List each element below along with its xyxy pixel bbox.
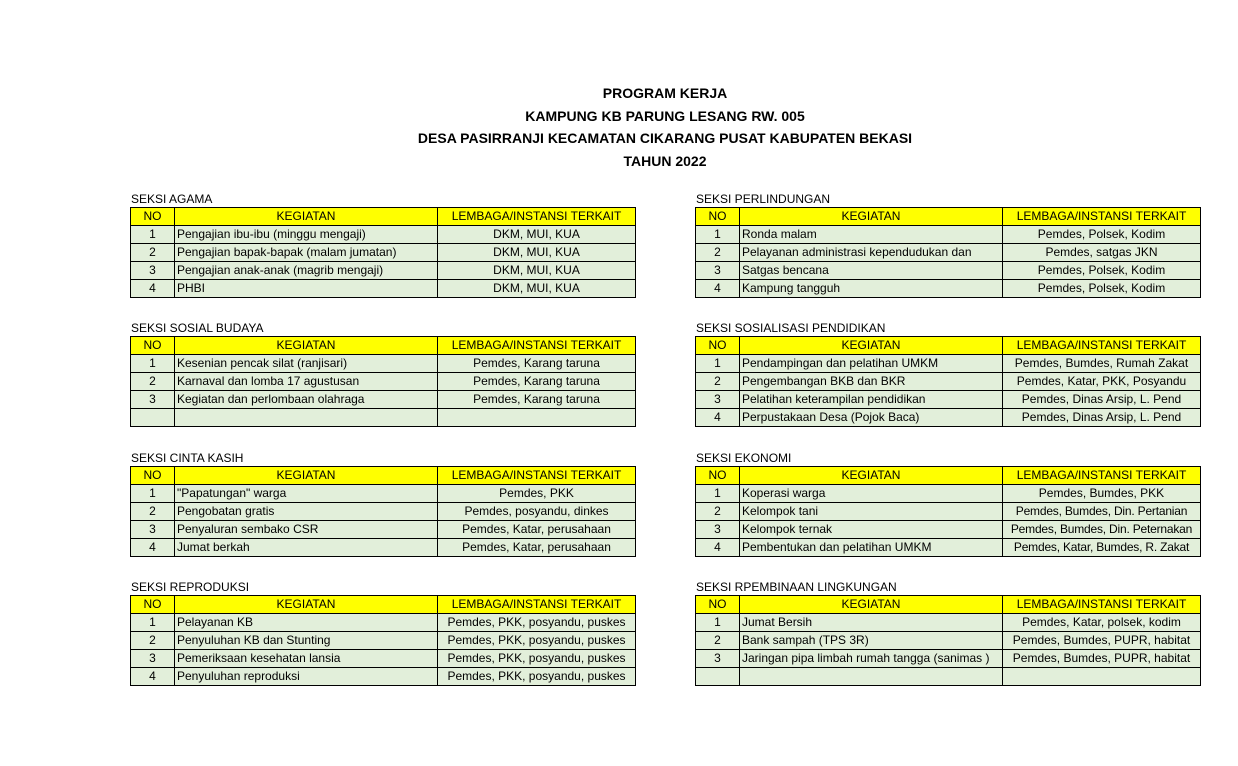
table-header-row [696, 596, 1201, 614]
cell-no: 1 [131, 226, 175, 244]
section-block [695, 451, 1201, 557]
section-block [130, 321, 636, 427]
table-header-row [131, 467, 636, 485]
table-row [696, 373, 1201, 391]
table-row [131, 391, 636, 409]
table-row [696, 485, 1201, 503]
cell-no: 1 [696, 485, 740, 503]
program-table [695, 595, 1201, 686]
cell-kegiatan: Penyaluran sembako CSR [175, 521, 438, 539]
section-label: SEKSI AGAMA [131, 192, 213, 206]
cell-lembaga: Pemdes, Katar, PKK, Posyandu [1003, 373, 1201, 391]
cell-lembaga: Pemdes, Polsek, Kodim [1003, 280, 1201, 298]
table-row [696, 391, 1201, 409]
cell-kegiatan: Jumat berkah [175, 539, 438, 557]
cell-lembaga: Pemdes, Polsek, Kodim [1003, 262, 1201, 280]
table-row [131, 614, 636, 632]
cell-kegiatan: Kampung tangguh [740, 280, 1003, 298]
program-table [695, 207, 1201, 298]
cell-lembaga [1003, 668, 1201, 686]
section-label: SEKSI SOSIAL BUDAYA [131, 321, 264, 335]
table-header-row [696, 467, 1201, 485]
program-table [130, 595, 636, 686]
header-no: NO [131, 208, 175, 226]
program-table [130, 207, 636, 298]
title-line-1: PROGRAM KERJA [602, 85, 728, 101]
table-row [696, 668, 1201, 686]
document-title [0, 82, 1238, 172]
cell-kegiatan: Perpustakaan Desa (Pojok Baca) [740, 409, 1003, 427]
section-block [130, 451, 636, 557]
cell-kegiatan: Bank sampah (TPS 3R) [740, 632, 1003, 650]
cell-no: 2 [131, 503, 175, 521]
section-block [130, 580, 636, 686]
cell-kegiatan: Pelayanan KB [175, 614, 438, 632]
section-label: SEKSI PERLINDUNGAN [696, 192, 831, 206]
table-row [131, 373, 636, 391]
header-kegiatan: KEGIATAN [175, 596, 438, 614]
table-header-row [131, 596, 636, 614]
program-table [695, 336, 1201, 427]
header-kegiatan: KEGIATAN [175, 337, 438, 355]
cell-no [131, 409, 175, 427]
cell-kegiatan: Koperasi warga [740, 485, 1003, 503]
cell-no: 2 [696, 503, 740, 521]
header-kegiatan: KEGIATAN [740, 467, 1003, 485]
table-header-row [131, 208, 636, 226]
cell-kegiatan: PHBI [175, 280, 438, 298]
cell-kegiatan: Karnaval dan lomba 17 agustusan [175, 373, 438, 391]
cell-kegiatan: Pembentukan dan pelatihan UMKM [740, 539, 1003, 557]
title-line-3: DESA PASIRRANJI KECAMATAN CIKARANG PUSAT KABUPATEN BEKASI [417, 130, 913, 146]
cell-no: 4 [131, 539, 175, 557]
program-table [130, 466, 636, 557]
cell-no: 3 [696, 650, 740, 668]
table-row [131, 355, 636, 373]
header-lembaga: LEMBAGA/INSTANSI TERKAIT [1003, 337, 1201, 355]
cell-kegiatan: Pelayanan administrasi kependudukan dan [740, 244, 1003, 262]
cell-kegiatan: Pelatihan keterampilan pendidikan [740, 391, 1003, 409]
cell-lembaga: DKM, MUI, KUA [438, 280, 636, 298]
table-row [131, 409, 636, 427]
cell-no: 3 [131, 521, 175, 539]
cell-no: 3 [696, 521, 740, 539]
cell-no: 2 [131, 632, 175, 650]
cell-kegiatan: Penyuluhan reproduksi [175, 668, 438, 686]
table-row [131, 668, 636, 686]
table-row [696, 650, 1201, 668]
cell-kegiatan: Pengobatan gratis [175, 503, 438, 521]
cell-no: 3 [131, 262, 175, 280]
section-block [695, 580, 1201, 686]
cell-kegiatan: Kegiatan dan perlombaan olahraga [175, 391, 438, 409]
cell-no: 2 [696, 244, 740, 262]
cell-lembaga: Pemdes, PKK, posyandu, puskes [438, 668, 636, 686]
cell-lembaga: Pemdes, satgas JKN [1003, 244, 1201, 262]
table-row [696, 503, 1201, 521]
cell-lembaga: Pemdes, PKK, posyandu, puskes [438, 650, 636, 668]
cell-no [696, 668, 740, 686]
table-row [131, 521, 636, 539]
header-no: NO [696, 596, 740, 614]
cell-no: 2 [131, 244, 175, 262]
cell-kegiatan: Kesenian pencak silat (ranjisari) [175, 355, 438, 373]
section-label: SEKSI EKONOMI [696, 451, 792, 465]
header-kegiatan: KEGIATAN [175, 467, 438, 485]
table-row [696, 614, 1201, 632]
cell-kegiatan: Kelompok ternak [740, 521, 1003, 539]
section-label: SEKSI SOSIALISASI PENDIDIKAN [696, 321, 886, 335]
table-header-row [696, 337, 1201, 355]
table-row [696, 280, 1201, 298]
cell-lembaga: Pemdes, Karang taruna [438, 391, 636, 409]
cell-no: 4 [696, 409, 740, 427]
section-label: SEKSI RPEMBINAAN LINGKUNGAN [696, 580, 897, 594]
section-label: SEKSI CINTA KASIH [131, 451, 244, 465]
cell-lembaga: Pemdes, Bumdes, Rumah Zakat [1003, 355, 1201, 373]
cell-no: 1 [131, 614, 175, 632]
cell-no: 1 [131, 485, 175, 503]
cell-kegiatan: Jumat Bersih [740, 614, 1003, 632]
cell-no: 4 [696, 539, 740, 557]
cell-no: 2 [696, 632, 740, 650]
cell-no: 1 [131, 355, 175, 373]
table-row [696, 244, 1201, 262]
cell-lembaga: Pemdes, posyandu, dinkes [438, 503, 636, 521]
cell-no: 3 [131, 650, 175, 668]
cell-kegiatan: Penyuluhan KB dan Stunting [175, 632, 438, 650]
cell-no: 4 [131, 668, 175, 686]
cell-kegiatan: Ronda malam [740, 226, 1003, 244]
header-kegiatan: KEGIATAN [175, 208, 438, 226]
section-block [695, 192, 1201, 298]
table-row [696, 521, 1201, 539]
cell-no: 3 [131, 391, 175, 409]
header-no: NO [696, 337, 740, 355]
cell-lembaga: Pemdes, Katar, perusahaan [438, 539, 636, 557]
cell-no: 1 [696, 355, 740, 373]
header-no: NO [131, 337, 175, 355]
cell-lembaga: DKM, MUI, KUA [438, 262, 636, 280]
header-kegiatan: KEGIATAN [740, 337, 1003, 355]
cell-lembaga: DKM, MUI, KUA [438, 226, 636, 244]
cell-lembaga: Pemdes, Karang taruna [438, 373, 636, 391]
table-header-row [131, 337, 636, 355]
header-lembaga: LEMBAGA/INSTANSI TERKAIT [438, 337, 636, 355]
cell-lembaga: Pemdes, Katar, Bumdes, R. Zakat [1003, 539, 1201, 557]
cell-lembaga [438, 409, 636, 427]
cell-no: 4 [696, 280, 740, 298]
cell-no: 2 [696, 373, 740, 391]
table-row [131, 650, 636, 668]
cell-lembaga: Pemdes, PKK [438, 485, 636, 503]
table-row [131, 503, 636, 521]
table-row [696, 409, 1201, 427]
cell-no: 1 [696, 614, 740, 632]
table-row [131, 244, 636, 262]
cell-lembaga: Pemdes, PKK, posyandu, puskes [438, 614, 636, 632]
cell-kegiatan: Pengajian bapak-bapak (malam jumatan) [175, 244, 438, 262]
cell-kegiatan: Kelompok tani [740, 503, 1003, 521]
header-lembaga: LEMBAGA/INSTANSI TERKAIT [1003, 596, 1201, 614]
table-row [131, 262, 636, 280]
cell-no: 3 [696, 391, 740, 409]
table-row [696, 632, 1201, 650]
header-lembaga: LEMBAGA/INSTANSI TERKAIT [1003, 208, 1201, 226]
cell-lembaga: DKM, MUI, KUA [438, 244, 636, 262]
header-lembaga: LEMBAGA/INSTANSI TERKAIT [438, 208, 636, 226]
cell-lembaga: Pemdes, Polsek, Kodim [1003, 226, 1201, 244]
header-lembaga: LEMBAGA/INSTANSI TERKAIT [1003, 467, 1201, 485]
table-row [131, 632, 636, 650]
table-row [696, 539, 1201, 557]
cell-lembaga: Pemdes, Bumdes, Din. Peternakan [1003, 521, 1201, 539]
table-row [131, 485, 636, 503]
cell-lembaga: Pemdes, Dinas Arsip, L. Pend [1003, 409, 1201, 427]
cell-no: 2 [131, 373, 175, 391]
table-header-row [696, 208, 1201, 226]
cell-lembaga: Pemdes, Dinas Arsip, L. Pend [1003, 391, 1201, 409]
section-label: SEKSI REPRODUKSI [131, 580, 250, 594]
header-kegiatan: KEGIATAN [740, 208, 1003, 226]
cell-no: 4 [131, 280, 175, 298]
program-table [130, 336, 636, 427]
cell-lembaga: Pemdes, Bumdes, PUPR, habitat [1003, 632, 1201, 650]
header-lembaga: LEMBAGA/INSTANSI TERKAIT [438, 596, 636, 614]
cell-kegiatan [175, 409, 438, 427]
cell-kegiatan: Pengembangan BKB dan BKR [740, 373, 1003, 391]
header-no: NO [696, 467, 740, 485]
cell-lembaga: Pemdes, PKK, posyandu, puskes [438, 632, 636, 650]
section-block [695, 321, 1201, 427]
cell-lembaga: Pemdes, Bumdes, PUPR, habitat [1003, 650, 1201, 668]
header-kegiatan: KEGIATAN [740, 596, 1003, 614]
cell-lembaga: Pemdes, Karang taruna [438, 355, 636, 373]
header-lembaga: LEMBAGA/INSTANSI TERKAIT [438, 467, 636, 485]
header-no: NO [131, 467, 175, 485]
cell-kegiatan: Pengajian anak-anak (magrib mengaji) [175, 262, 438, 280]
cell-no: 3 [696, 262, 740, 280]
cell-kegiatan: Satgas bencana [740, 262, 1003, 280]
table-row [131, 280, 636, 298]
title-line-2: KAMPUNG KB PARUNG LESANG RW. 005 [525, 107, 805, 124]
cell-no: 1 [696, 226, 740, 244]
cell-lembaga: Pemdes, Katar, polsek, kodim [1003, 614, 1201, 632]
header-no: NO [131, 596, 175, 614]
title-line-4: TAHUN 2022 [623, 152, 707, 169]
cell-lembaga: Pemdes, Bumdes, Din. Pertanian [1003, 503, 1201, 521]
table-row [696, 226, 1201, 244]
cell-kegiatan: Pemeriksaan kesehatan lansia [175, 650, 438, 668]
cell-kegiatan: Jaringan pipa limbah rumah tangga (sanimas ) [740, 650, 1003, 668]
table-row [696, 355, 1201, 373]
cell-lembaga: Pemdes, Bumdes, PKK [1003, 485, 1201, 503]
program-table [695, 466, 1201, 557]
cell-kegiatan: Pendampingan dan pelatihan UMKM [740, 355, 1003, 373]
header-no: NO [696, 208, 740, 226]
table-row [696, 262, 1201, 280]
section-block [130, 192, 636, 298]
cell-kegiatan: "Papatungan" warga [175, 485, 438, 503]
table-row [131, 539, 636, 557]
cell-kegiatan: Pengajian ibu-ibu (minggu mengaji) [175, 226, 438, 244]
table-row [131, 226, 636, 244]
cell-kegiatan [740, 668, 1003, 686]
cell-lembaga: Pemdes, Katar, perusahaan [438, 521, 636, 539]
